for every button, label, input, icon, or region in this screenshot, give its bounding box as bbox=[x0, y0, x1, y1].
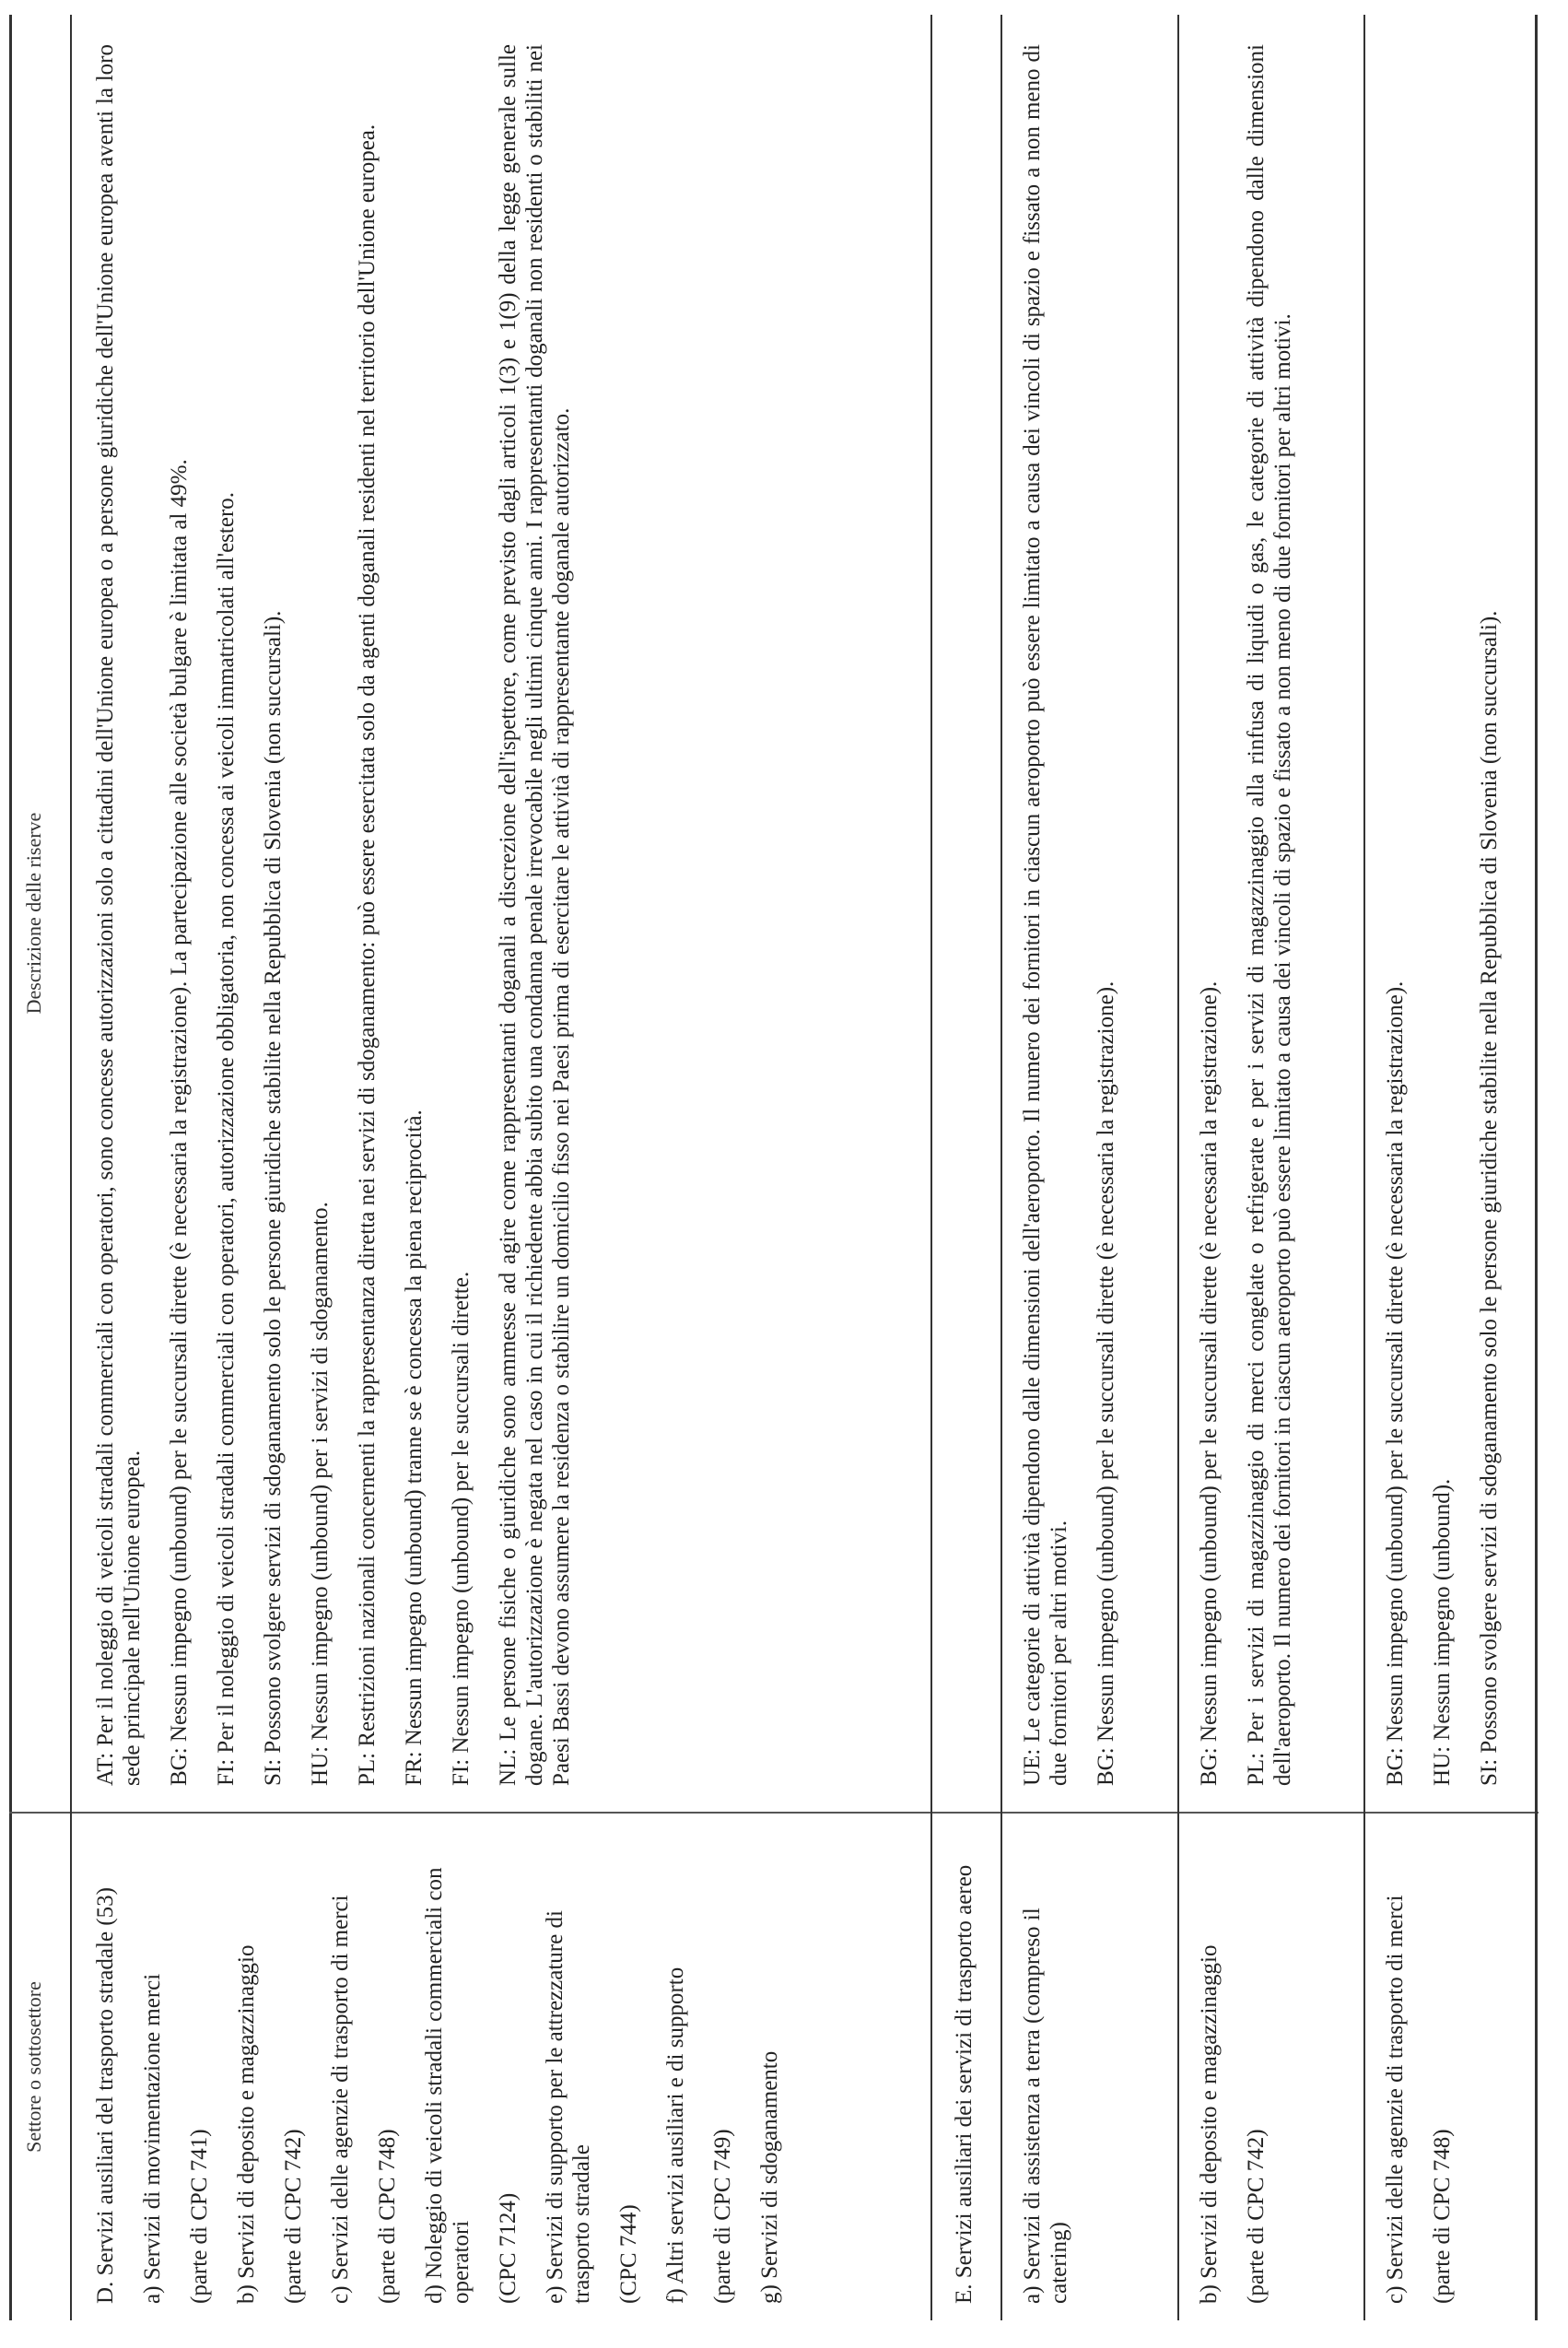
row-rule bbox=[930, 15, 932, 2320]
sector-item: f) Altri servizi ausiliari e di supporto bbox=[663, 1966, 688, 2304]
table-top-rule bbox=[9, 15, 12, 2320]
reservation-entry: BG: Nessun impegno (unbound) per le succursali dirette (è necessaria la registrazione). La partecipazione alle società bulgare è limitata al 49%. bbox=[167, 459, 192, 1786]
sector-cpc: (parte di CPC 749) bbox=[710, 2129, 735, 2304]
reservation-entry: SI: Possono svolgere servizi di sdoganamento solo le persone giuridiche stabilite nella Repubblica di Slovenia (non succursali). bbox=[261, 610, 286, 1786]
table-bottom-rule bbox=[1535, 15, 1538, 2320]
table-row-eb-sector bbox=[1196, 1825, 1290, 2304]
reservation-entry: BG: Nessun impegno (unbound) per le succursali dirette (è necessaria la registrazione). bbox=[1383, 980, 1408, 1786]
reservation-entry: PL: Restrizioni nazionali concernenti la rappresentanza diretta nei servizi di sdoganamento: può essere esercitata solo da agenti doganali residenti nel territorio dell'Unione europea. bbox=[355, 123, 380, 1786]
header-description: Descrizione delle riserve bbox=[22, 812, 45, 1015]
table-row-ea-description bbox=[1019, 44, 1140, 1786]
reservation-entry: FR: Nessun impegno (unbound) tranne se è concessa la piena reciprocità. bbox=[402, 1109, 427, 1786]
header-rule bbox=[70, 15, 72, 2320]
reservation-entry: SI: Possono svolgere servizi di sdoganamento solo le persone giuridiche stabilite nella Repubblica di Slovenia (non succursali). bbox=[1477, 610, 1502, 1786]
column-divider bbox=[9, 1812, 1539, 1814]
reservation-entry: NL: Le persone fisiche o giuridiche sono ammesse ad agire come rappresentanti doganali a discrezione dell'ispettore, come previsto dagli articoli 1(3) e 1(9) della legge generale sulle dogane. L'autorizzazione è negata nel caso in cui il richiedente abbia subito una condanna penale irrevocabile negli ultimi cinque anni. I rappresentanti doganali non residenti o stabiliti nei Paesi Bassi devono assumere la residenza o stabilire un domicilio fisso nei Paesi prima di esercitare le attività di rappresentante doganale autorizzato. bbox=[496, 44, 574, 1786]
reservation-entry: AT: Per il noleggio di veicoli stradali commerciali con operatori, sono concesse autorizzazioni solo a cittadini dell'Unione europea o a persone giuridiche dell'Unione europea aventi la loro sede principale nell'Unione europea. bbox=[93, 44, 145, 1786]
sector-cpc: (parte di CPC 741) bbox=[187, 2129, 212, 2304]
sector-item: b) Servizi di deposito e magazzinaggio bbox=[1197, 1944, 1222, 2304]
table-row-ec-description bbox=[1382, 44, 1523, 1786]
sector-item: g) Servizi di sdoganamento bbox=[757, 2050, 782, 2304]
reservation-entry: HU: Nessun impegno (unbound). bbox=[1430, 1478, 1455, 1786]
sector-item: a) Servizi di assistenza a terra (compreso il catering) bbox=[1020, 1908, 1071, 2304]
reservation-entry: FI: Nessun impegno (unbound) per le succursali dirette. bbox=[449, 1271, 474, 1786]
reservation-entry: FI: Per il noleggio di veicoli stradali commerciali con operatori, autorizzazione obbligatoria, non concessa ai veicoli immatricolati all'estero. bbox=[214, 491, 239, 1786]
reservation-entry: BG: Nessun impegno (unbound) per le succursali dirette (è necessaria la registrazione). bbox=[1094, 980, 1118, 1786]
sector-item: d) Noleggio di veicoli stradali commerciali con operatori bbox=[422, 1867, 474, 2304]
sector-cpc: (parte di CPC 748) bbox=[1430, 2129, 1455, 2304]
table-row-e-sector bbox=[951, 1825, 998, 2304]
table-row-d-description bbox=[92, 44, 595, 1786]
reservation-entry: PL: Per i servizi di magazzinaggio di merci congelate o refrigerate e per i servizi di magazzinaggio alla rinfusa di liquidi o gas, le categorie di attività dipendono dalle dimensioni dell'aeroporto. Il numero dei fornitori in ciascun aeroporto può essere limitato a causa dei vincoli di spazio e fissato a non meno di due fornitori per altri motivi. bbox=[1244, 44, 1295, 1786]
sector-item: a) Servizi di movimentazione merci bbox=[140, 1973, 165, 2304]
sector-title: E. Servizi ausiliari dei servizi di trasporto aereo bbox=[952, 1864, 977, 2304]
row-rule bbox=[1363, 15, 1365, 2320]
table-row-d-sector bbox=[92, 1825, 803, 2304]
sector-cpc: (parte di CPC 748) bbox=[375, 2129, 400, 2304]
table-row-ea-sector bbox=[1019, 1825, 1093, 2304]
sector-item: c) Servizi delle agenzie di trasporto di merci bbox=[328, 1895, 353, 2304]
row-rule bbox=[1000, 15, 1002, 2320]
sector-item: e) Servizi di supporto per le attrezzature di trasporto stradale bbox=[543, 1910, 594, 2304]
sector-cpc: (CPC 7124) bbox=[496, 2192, 521, 2304]
sector-cpc: (parte di CPC 742) bbox=[1244, 2129, 1269, 2304]
header-sector: Settore o sottosettore bbox=[22, 1981, 45, 2153]
sector-item: c) Servizi delle agenzie di trasporto di merci bbox=[1383, 1895, 1408, 2304]
row-rule bbox=[1177, 15, 1179, 2320]
table-row-eb-description bbox=[1196, 44, 1316, 1786]
sector-item: b) Servizi di deposito e magazzinaggio bbox=[234, 1944, 259, 2304]
sector-cpc: (parte di CPC 742) bbox=[281, 2129, 306, 2304]
reservation-entry: BG: Nessun impegno (unbound) per le succursali dirette (è necessaria la registrazione). bbox=[1197, 980, 1222, 1786]
reservation-entry: HU: Nessun impegno (unbound) per i servizi di sdoganamento. bbox=[308, 1202, 333, 1786]
sector-title: D. Servizi ausiliari del trasporto stradale (53) bbox=[93, 1887, 118, 2304]
reservation-entry: UE: Le categorie di attività dipendono dalle dimensioni dell'aeroporto. Il numero dei fornitori in ciascun aeroporto può essere limitato a causa dei vincoli di spazio e fissato a non meno di due fornitori per altri motivi. bbox=[1020, 44, 1071, 1786]
sector-cpc: (CPC 744) bbox=[616, 2204, 641, 2304]
table-row-ec-sector bbox=[1382, 1825, 1476, 2304]
